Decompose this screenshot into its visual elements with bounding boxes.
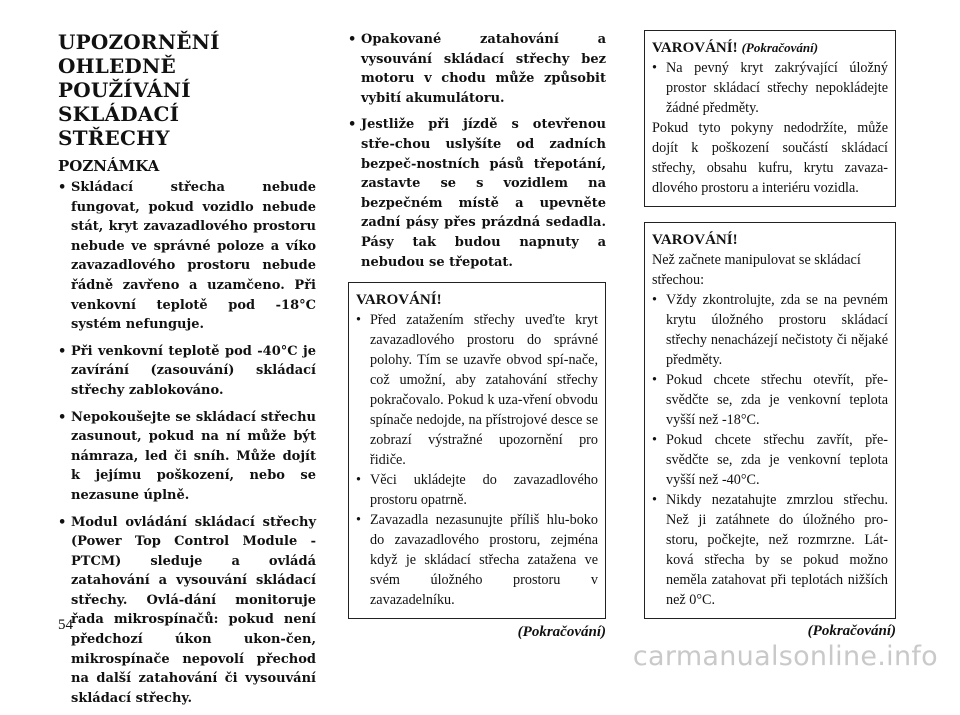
note-item-1: • Skládací střecha nebude fungovat, pokud vozidlo nebude stát, kryt zavazadlového prostoru nebude ve správné poloze a víko zavazadlového prostoru nebude řádně zavřeno a uzamčeno. Při venkovní teplotě pod -18°C systém nefunguje. [58,178,316,335]
note-item-2: • Při venkovní teplotě pod -40°C je zavírání (zasouvání) skládací střechy zablokováno. [58,342,316,401]
title-line-1: UPOZORNĚNÍ OHLEDNĚ [58,30,220,78]
warning-list [356,310,598,610]
warning-box-2 [644,222,896,619]
column-1 [58,30,316,715]
continued-label: (Pokračování) [807,623,896,639]
note-item-3: • Nepokoušejte se skládací střechu zasunout, pokud na ní může být námraza, led či sníh. Může dojít k jejímu poškození, nebo se nezasune úplně. [58,408,316,506]
warning-title: VAROVÁNÍ! [652,232,738,248]
note-item-6: • Jestliže při jízdě s otevřenou stře-chou uslyšíte od zadních bezpeč-nostních pásů třepotání, zastavte se s vozidlem na bezpečném místě a upevněte zadní pásy přes prázdná sedadla. Pásy tak budou napnuty a nebudou se třepotat. [348,115,606,272]
note-heading: POZNÁMKA [58,157,160,175]
warning-list [652,58,888,118]
warning-item-3: • Zavazadla nezasunujte příliš hlu-boko do zavazadlového prostoru, zejména když je skládací střecha zatažena ve svém úložného prostoru v zavazadelníku. [356,510,598,610]
warning-item-2: • Věci ukládejte do zavazadlového prostoru opatrně. [356,470,598,510]
column-3 [644,30,902,641]
warning-title-text: VAROVÁNÍ! [652,40,738,56]
warning-item-4: • Nikdy nezatahujte zmrzlou střechu. Než ji zatáhnete do úložného pro-storu, počkejte, než rozmrzne. Lát-ková střecha by se pokud možno neměla zatahovat při teplotách nižších než 0°C. [652,490,888,610]
column-2 [348,30,606,642]
warning-item-1: • Před zatažením střechy uveďte kryt zavazadlového prostoru do správné polohy. Tím se uzavře obvod spí-nače, což umožní, aby zatahování střechy pokračovalo. Pokud k uza-vření obvodu spínače nedojde, na přístrojové desce se zobrazí výstražné upozornění pro řidiče. [356,310,598,470]
note-list [58,178,316,708]
page-number: 54 [58,617,73,633]
warning-box-1 [348,282,606,619]
warning-title-note: (Pokračování) [741,40,819,55]
warning-title: VAROVÁNÍ! [356,292,442,309]
warning-box-continued [644,30,896,207]
note-list-continued [348,30,606,272]
warning-item-1: • Na pevný kryt zakrývající úložný prostor skládací střechy nepokládejte žádné předměty. [652,58,888,118]
title-line-3: STŘECHY [58,126,170,150]
warning-title [652,38,888,58]
continued-label: (Pokračování) [517,624,606,641]
warning-list [652,290,888,610]
watermark: carmanualsonline.info [632,641,938,672]
warning-item-3: • Pokud chcete střechu zavřít, pře-svědčte se, zda je venkovní teplota vyšší než -40°C. [652,430,888,490]
note-item-4: • Modul ovládání skládací střechy (Power Top Control Module - PTCM) sleduje a ovládá zatahování a vysouvání skládací střechy. Ovlá-dání monitoruje řada mikrospínačů: pokud není předchozí úkon ukon-čen, mikrospínače nepovolí přechod na další zatahování či vysouvání skládací střechy. [58,513,316,709]
note-item-5: • Opakované zatahování a vysouvání skládací střechy bez motoru v chodu může způsobit vybití akumulátoru. [348,30,606,108]
warning-intro: Než začnete manipulovat se skládací střechou: [652,252,861,288]
warning-item-1: • Vždy zkontrolujte, zda se na pevném krytu úložného prostoru skládací střechy nenacházejí nečistoty či nějaké předměty. [652,290,888,370]
title-line-2: POUŽÍVÁNÍ SKLÁDACÍ [58,78,191,126]
warning-paragraph: Pokud tyto pokyny nedodržíte, může dojít k poškození součástí skládací střechy, obsahu kufru, krytu zavaza-dlového prostoru a interiéru vozidla. [652,120,888,196]
warning-item-2: • Pokud chcete střechu otevřít, pře-svědčte se, zda je venkovní teplota vyšší než -18°C. [652,370,888,430]
page-title [58,30,316,150]
